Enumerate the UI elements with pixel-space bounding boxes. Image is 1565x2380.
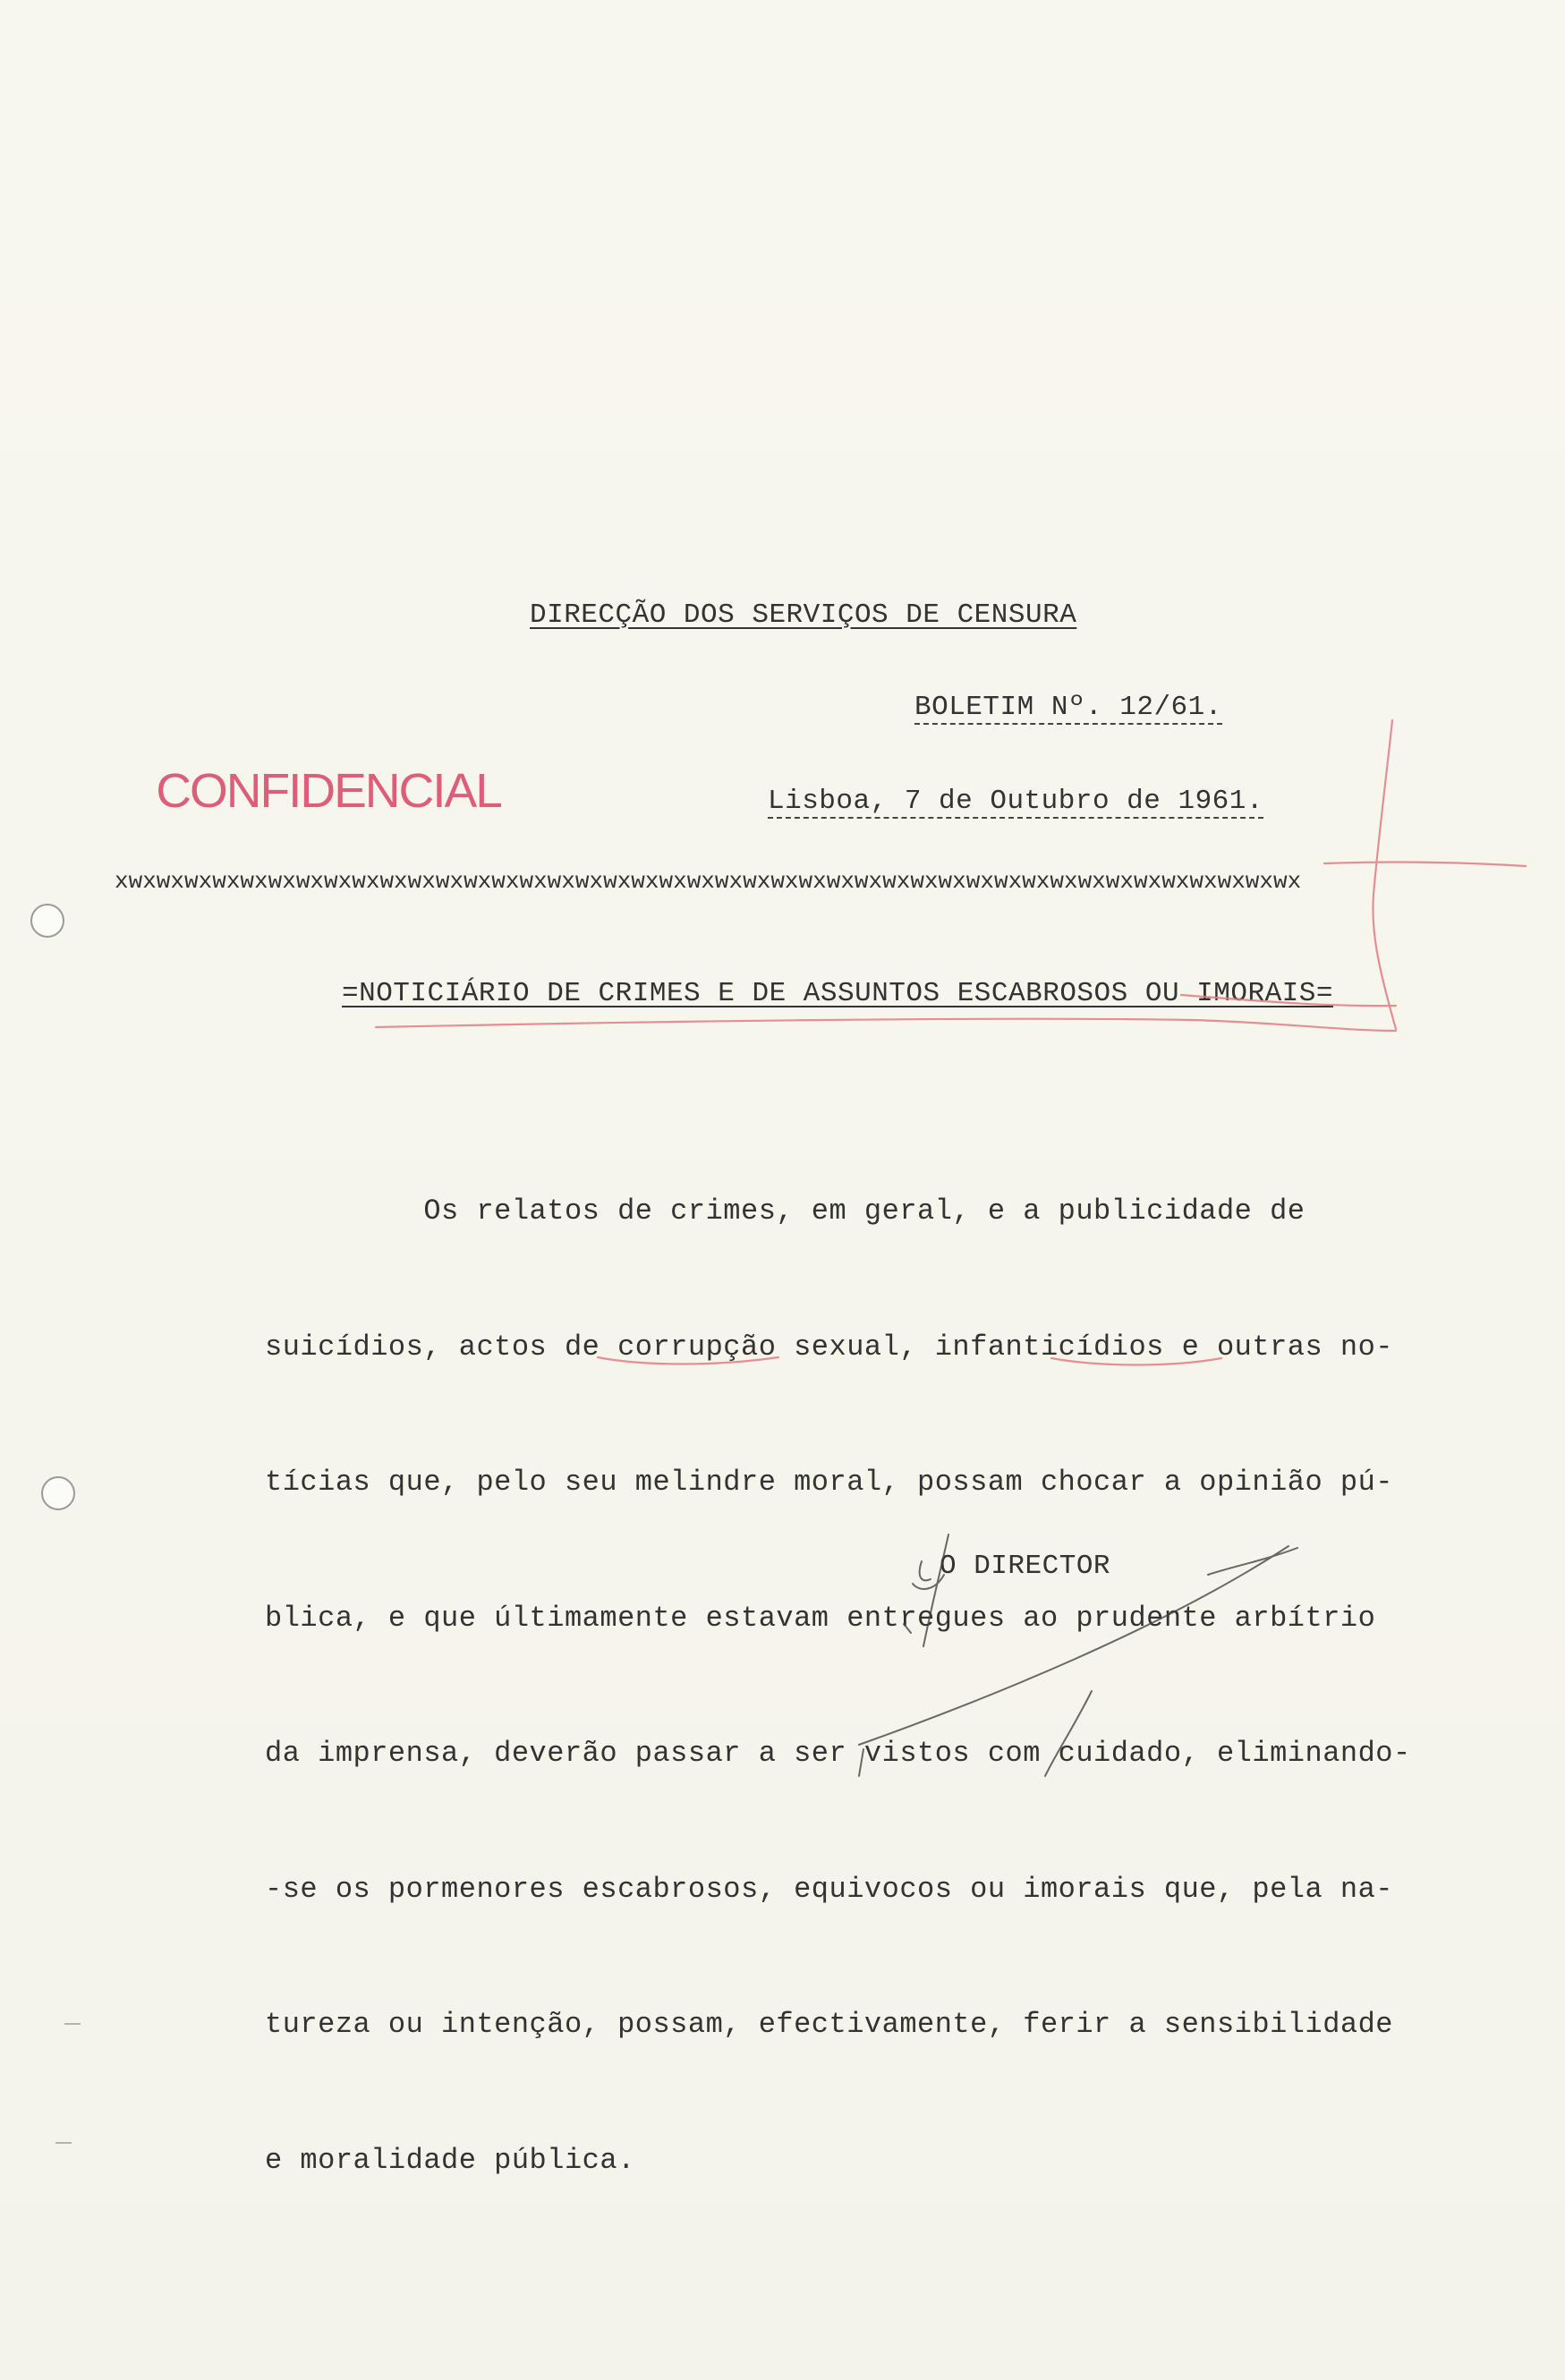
body-line: e moralidade pública. <box>265 2143 635 2177</box>
office-heading: DIRECÇÃO DOS SERVIÇOS DE CENSURA <box>530 599 1077 631</box>
body-line: tícias que, pelo seu melindre moral, possam chocar a opinião pú- <box>265 1466 1393 1499</box>
red-pencil-vertical-stroke <box>1373 720 1396 1029</box>
director-signoff: O DIRECTOR <box>940 1551 1111 1582</box>
punch-hole-top <box>30 904 64 938</box>
confidential-stamp: CONFIDENCIAL <box>156 764 501 818</box>
punch-hole-bottom <box>41 1476 75 1510</box>
body-line: Os relatos de crimes, em geral, e a publicidade de <box>265 1194 1306 1228</box>
notice-title: =NOTICIÁRIO DE CRIMES E DE ASSUNTOS ESCABROSOS OU IMORAIS= <box>342 978 1333 1009</box>
body-line: suicídios, actos de corrupção sexual, infanticídios e outras no- <box>265 1330 1393 1364</box>
separator-line: xwxwxwxwxwxwxwxwxwxwxwxwxwxwxwxwxwxwxwxwxwxwxwxwxwxwxwxwxwxwxwxwxwxwxwxwxwxwxwxwxwxwx <box>115 868 1302 895</box>
body-line: tureza ou intenção, possam, efectivamente, ferir a sensibilidade <box>265 2008 1393 2041</box>
body-line: blica, e que últimamente estavam entregues ao prudente arbítrio <box>265 1601 1376 1635</box>
body-line: da imprensa, deverão passar a ser vistos com cuidado, eliminando- <box>265 1737 1411 1770</box>
margin-marks <box>55 2024 81 2143</box>
bulletin-number: BOLETIM Nº. 12/61. <box>914 692 1222 723</box>
date-line: Lisboa, 7 de Outubro de 1961. <box>768 786 1263 817</box>
notice-body <box>265 1099 1464 2274</box>
body-line: -se os pormenores escabrosos, equivocos ou imorais que, pela na- <box>265 1872 1393 1906</box>
red-pencil-top-line <box>1324 863 1526 866</box>
red-pencil-title-underline <box>376 1019 1396 1031</box>
